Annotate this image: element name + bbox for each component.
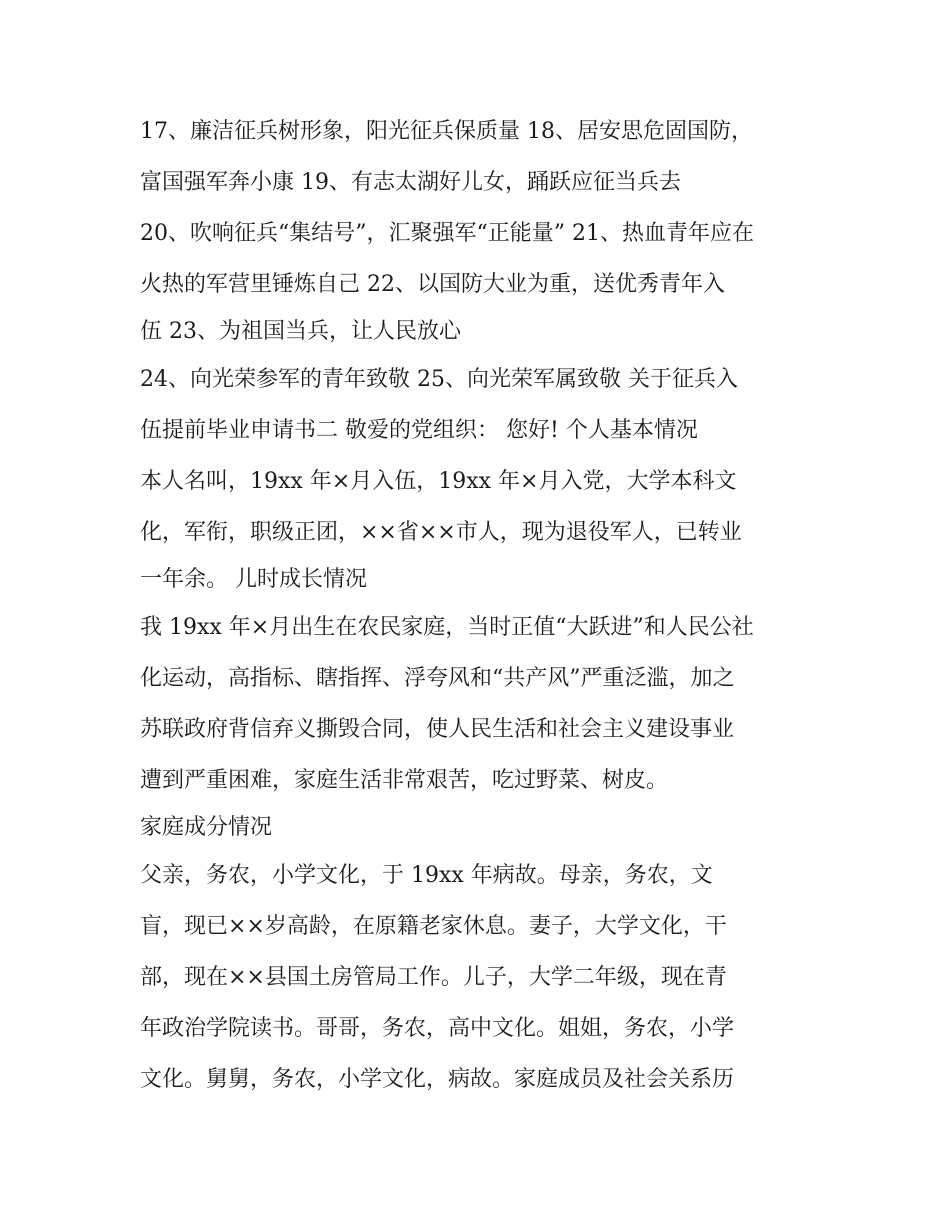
- text-line-12: 化运动，高指标、瞎指挥、浮夸风和“共产风”严重泛滥，加之: [140, 666, 735, 691]
- text-line-18: 部，现在××县国土房管局工作。儿子，大学二年级，现在青: [140, 965, 727, 990]
- text-line-9: 化，军衔，职级正团，××省××市人，现为退役军人，已转业: [140, 520, 742, 545]
- text-line-8: 本人名叫，19xx 年×月入伍，19xx 年×月入党，大学本科文: [140, 469, 737, 494]
- text-line-4: 火热的军营里锤炼自己 22、以国防大业为重，送优秀青年入: [140, 272, 725, 297]
- text-line-20: 文化。舅舅，务农，小学文化，病故。家庭成员及社会关系历: [140, 1067, 735, 1092]
- text-line-13: 苏联政府背信弃义撕毁合同，使人民生活和社会主义建设事业: [140, 717, 735, 742]
- document-body: [140, 106, 830, 1105]
- text-line-14: 遭到严重困难，家庭生活非常艰苦，吃过野菜、树皮。: [140, 768, 669, 793]
- section-heading-family: 家庭成分情况: [140, 815, 273, 840]
- text-line-7: 伍提前毕业申请书二 敬爱的党组织： 您好! 个人基本情况: [140, 418, 698, 443]
- text-line-10: 一年余。 儿时成长情况: [140, 567, 367, 592]
- text-line-1: 17、廉洁征兵树形象，阳光征兵保质量 18、居安思危固国防，: [140, 119, 753, 144]
- text-line-6: 24、向光荣参军的青年致敬 25、向光荣军属致敬 关于征兵入: [140, 367, 738, 392]
- text-line-17: 盲，现已××岁高龄，在原籍老家休息。妻子，大学文化，干: [140, 914, 727, 939]
- text-line-5: 伍 23、为祖国当兵，让人民放心: [140, 319, 461, 344]
- text-line-11: 我 19xx 年×月出生在农民家庭，当时正值“大跃进”和人民公社: [140, 615, 754, 640]
- text-line-16: 父亲，务农，小学文化，于 19xx 年病故。母亲，务农，文: [140, 863, 713, 888]
- text-line-19: 年政治学院读书。哥哥，务农，高中文化。姐姐，务农，小学: [140, 1016, 735, 1041]
- text-line-2: 富国强军奔小康 19、有志太湖好儿女，踊跃应征当兵去: [140, 170, 681, 195]
- text-line-3: 20、吹响征兵“集结号”，汇聚强军“正能量” 21、热血青年应在: [140, 221, 754, 246]
